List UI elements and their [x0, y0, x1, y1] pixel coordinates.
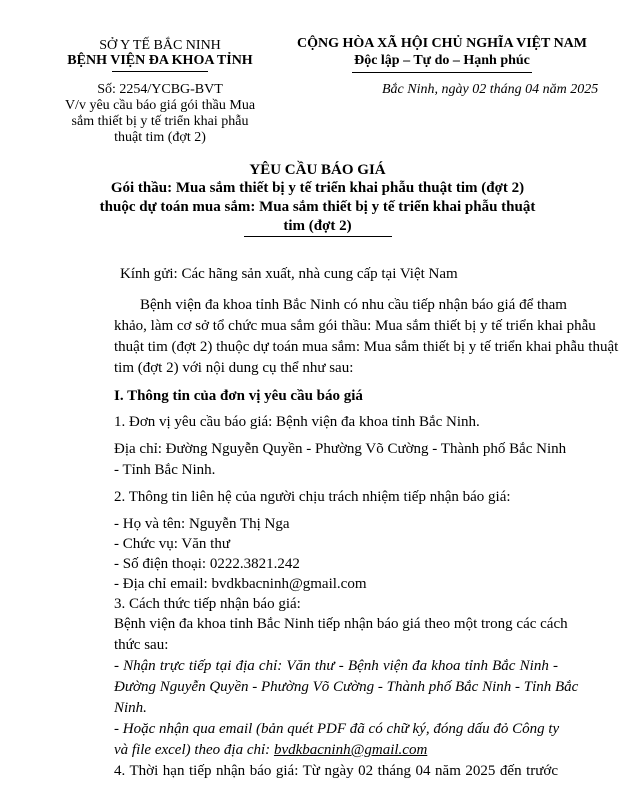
title-rule [244, 236, 392, 237]
item-1: 1. Đơn vị yêu cầu báo giá: Bệnh viện đa khoa tỉnh Bắc Ninh. [114, 414, 480, 430]
intro-line-1: Bệnh viện đa khoa tỉnh Bắc Ninh có nhu cầu tiếp nhận báo giá để tham [140, 297, 567, 313]
direct-delivery-line-2: Đường Nguyễn Quyền - Phường Võ Cường - Thành phố Bắc Ninh - Tỉnh Bắc [114, 679, 579, 695]
email-delivery-prefix: và file excel) theo địa chỉ: [114, 742, 274, 758]
email-delivery-line-1: - Hoặc nhận qua email (bản quét PDF đã có chữ ký, đóng dấu đỏ Công ty [114, 721, 560, 737]
intro-line-3: thuật tim (đợt 2) thuộc dự toán mua sắm: Mua sắm thiết bị y tế triển khai phẫu thuật [114, 339, 619, 355]
receive-line-2: thức sau: [114, 637, 169, 653]
contact-name: - Họ và tên: Nguyễn Thị Nga [114, 516, 290, 532]
item-3: 3. Cách thức tiếp nhận báo giá: [114, 596, 301, 612]
place-date: Bắc Ninh, ngày 02 tháng 04 năm 2025 [382, 82, 599, 97]
subject-line-1: V/v yêu cầu báo giá gói thầu Mua [64, 98, 256, 113]
direct-delivery-line-3: Ninh. [114, 700, 147, 716]
title-line-2: thuộc dự toán mua sắm: Mua sắm thiết bị y tế triển khai phẫu thuật [99, 199, 536, 215]
address-line-1: Địa chỉ: Đường Nguyễn Quyền - Phường Võ Cường - Thành phố Bắc Ninh [114, 441, 567, 457]
title-line-3: tim (đợt 2) [283, 218, 352, 234]
issuing-department: SỞ Y TẾ BẮC NINH [99, 38, 221, 53]
receive-line-1: Bệnh viện đa khoa tỉnh Bắc Ninh tiếp nhận báo giá theo một trong các cách [114, 616, 568, 632]
issuing-hospital: BỆNH VIỆN ĐA KHOA TỈNH [67, 53, 253, 68]
contact-email: - Địa chỉ email: bvdkbacninh@gmail.com [114, 576, 367, 592]
direct-delivery-line-1: - Nhận trực tiếp tại địa chỉ: Văn thư - Bệnh viện đa khoa tỉnh Bắc Ninh - [114, 658, 558, 674]
intro-line-2: khảo, làm cơ sở tổ chức mua sắm gói thầu: Mua sắm thiết bị y tế triển khai phẫu [114, 318, 596, 334]
header-left-rule [112, 71, 208, 72]
address-line-2: - Tỉnh Bắc Ninh. [114, 462, 216, 478]
national-title: CỘNG HÒA XÃ HỘI CHỦ NGHĨA VIỆT NAM [296, 36, 587, 51]
subject-line-3: thuật tim (đợt 2) [114, 130, 206, 145]
email-link[interactable]: bvdkbacninh@gmail.com [273, 742, 428, 758]
title-line-1: Gói thầu: Mua sắm thiết bị y tế triển khai phẫu thuật tim (đợt 2) [110, 180, 525, 196]
email-delivery-line-2 [114, 742, 427, 759]
document-number: Số: 2254/YCBG-BVT [97, 82, 223, 97]
document-title: YÊU CẦU BÁO GIÁ [249, 162, 386, 178]
section-1-heading: I. Thông tin của đơn vị yêu cầu báo giá [114, 388, 363, 404]
header-right-rule [352, 72, 532, 73]
contact-phone: - Số điện thoại: 0222.3821.242 [114, 556, 300, 572]
item-2: 2. Thông tin liên hệ của người chịu trách nhiệm tiếp nhận báo giá: [114, 489, 511, 505]
recipient-line: Kính gửi: Các hãng sản xuất, nhà cung cấp tại Việt Nam [120, 266, 458, 282]
subject-line-2: sắm thiết bị y tế triển khai phẫu [71, 114, 249, 129]
national-motto: Độc lập – Tự do – Hạnh phúc [354, 53, 530, 68]
contact-role: - Chức vụ: Văn thư [114, 536, 230, 552]
intro-line-4: tim (đợt 2) với nội dung cụ thể như sau: [114, 360, 354, 376]
item-4: 4. Thời hạn tiếp nhận báo giá: Từ ngày 02 tháng 04 năm 2025 đến trước [114, 763, 558, 779]
